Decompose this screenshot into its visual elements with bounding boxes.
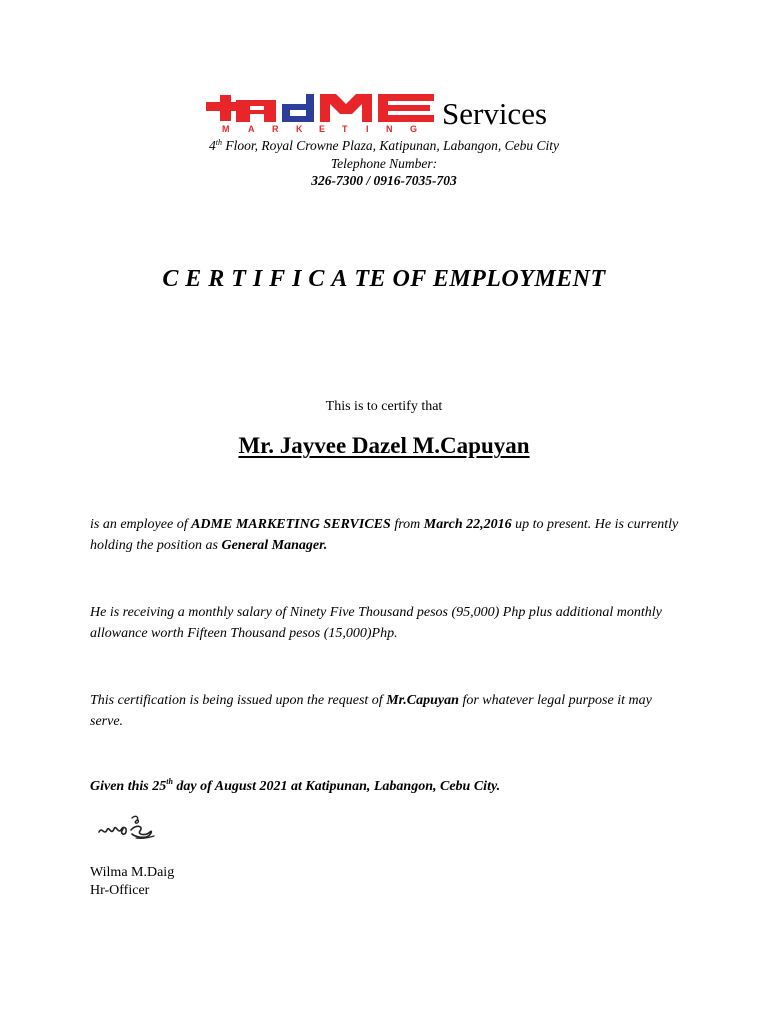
brand-suffix: Services <box>442 96 548 131</box>
requester-name: Mr.Capuyan <box>386 693 459 708</box>
certificate-title: CERTIFICATE OF EMPLOYMENT <box>162 266 606 292</box>
signatory-name: Wilma M.Daig <box>90 865 175 880</box>
telephone-label: Telephone Number: <box>330 155 438 171</box>
issue-date-line: Given this 25th day of August 2021 at Katipunan, Labangon, Cebu City. <box>90 777 501 794</box>
svg-text:A: A <box>248 124 255 134</box>
certify-intro: This is to certify that <box>325 399 443 414</box>
letterhead <box>0 88 768 138</box>
signatory-block <box>90 864 174 900</box>
company-name: ADME MARKETING SERVICES <box>191 517 391 532</box>
svg-text:K: K <box>296 124 303 134</box>
svg-text:R: R <box>272 124 279 134</box>
signatory-role: Hr-Officer <box>90 883 150 898</box>
handwritten-signature <box>96 812 158 844</box>
address-line: 4th Floor, Royal Crowne Plaza, Katipunan, Labangon, Cebu City <box>209 138 559 153</box>
salary-paragraph: He is receiving a monthly salary of Ninety Five Thousand pesos (95,000) Php plus additional monthly allowance worth Fifteen Thousand pesos (15,000)Php. <box>90 605 662 641</box>
position-title: General Manager. <box>221 538 328 553</box>
svg-text:M: M <box>222 124 230 134</box>
telephone-numbers: 326-7300 / 0916-7035-703 <box>311 173 457 188</box>
svg-text:N: N <box>386 124 393 134</box>
svg-text:I: I <box>366 124 369 134</box>
svg-text:T: T <box>342 124 348 134</box>
employment-paragraph: is an employee of ADME MARKETING SERVICES from March 22,2016 up to present. He is currently holding the position as General Manager. <box>90 517 679 553</box>
address-block <box>0 137 768 190</box>
svg-text:E: E <box>319 124 326 134</box>
employee-name: Mr. Jayvee Dazel M.Capuyan <box>238 433 530 458</box>
purpose-paragraph: This certification is being issued upon the request of Mr.Capuyan for whatever legal purpose it may serve. <box>90 693 652 729</box>
start-date: March 22,2016 <box>423 517 512 532</box>
svg-text:G: G <box>410 124 418 134</box>
company-logo <box>206 92 438 134</box>
